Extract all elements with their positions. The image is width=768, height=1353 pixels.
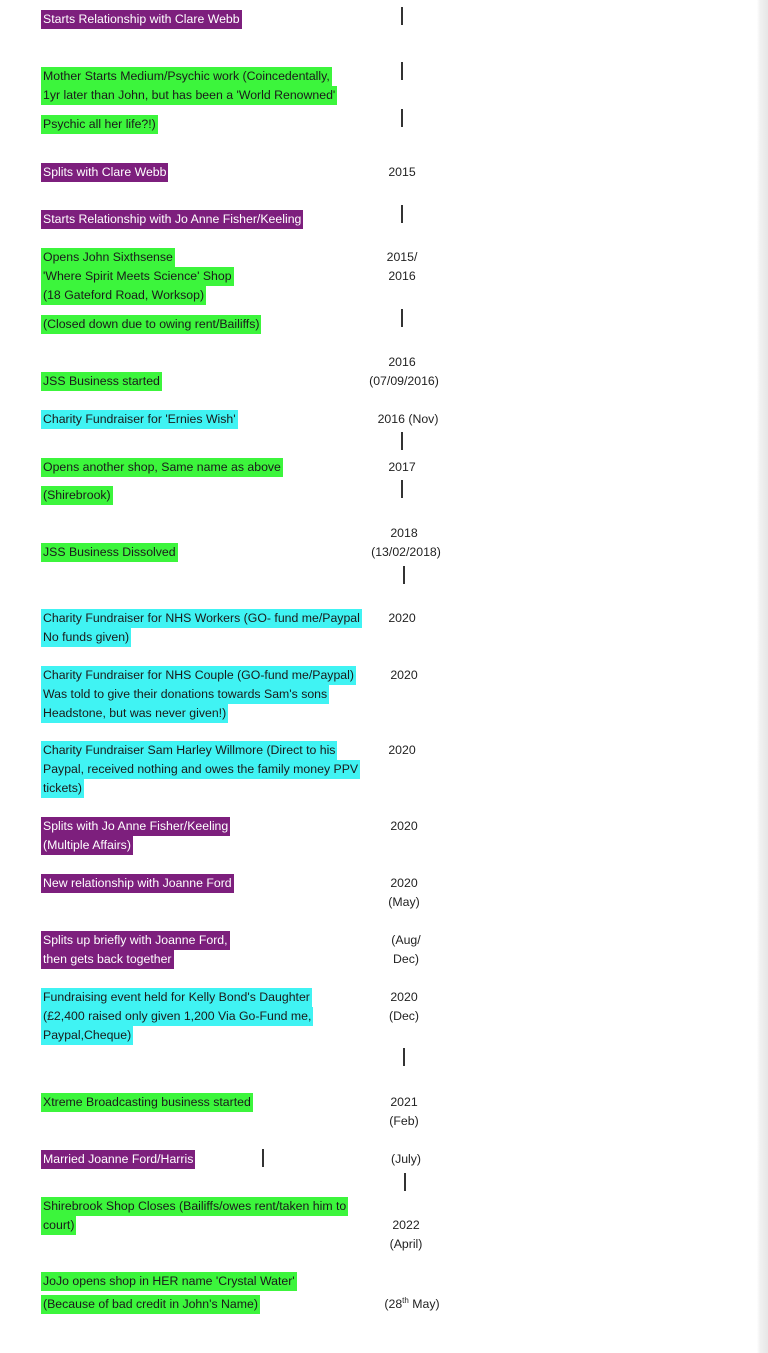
date-aug: (Aug/ [391,933,421,947]
date-2020: 2020 [390,990,418,1004]
entry-jojo-opens-shop-line-1: JoJo opens shop in HER name 'Crystal Water' [41,1272,297,1291]
entry-jss-business-dissolved: JSS Business Dissolved [41,543,178,562]
date-2016-nov: 2016 (Nov) [377,412,439,426]
entry-shirebrook-shop-closes-line-1: Shirebrook Shop Closes (Bailiffs/owes rent/taken him to [41,1197,348,1216]
timeline-tick [401,205,403,223]
entry-splits-jo-anne-line-1: Splits with Jo Anne Fisher/Keeling [41,817,230,836]
entry-starts-relationship-jo-anne: Starts Relationship with Jo Anne Fisher/Keeling [41,210,303,229]
date-dec: (Dec) [388,1009,420,1023]
entry-fundraising-kelly-bond-line-2: (£2,400 raised only given 1,200 Via Go-Fund me, [41,1007,313,1026]
entry-jojo-opens-shop-line-2: (Because of bad credit in John's Name) [41,1295,260,1314]
date-2015: 2015 [388,165,416,179]
entry-fundraising-kelly-bond-line-3: Paypal,Cheque) [41,1026,133,1045]
timeline-tick [401,309,403,327]
entry-splits-joanne-ford-line-1: Splits up briefly with Joanne Ford, [41,931,230,950]
date-may: (May) [388,895,420,909]
timeline-tick [401,480,403,498]
date-2016: 2016 [388,269,416,283]
entry-opens-sixthsense-line-1: Opens John Sixthsense [41,248,175,267]
entry-opens-sixthsense-line-2: 'Where Spirit Meets Science' Shop [41,267,234,286]
date-28th-main: (28 [384,1297,403,1311]
entry-opens-sixthsense-line-4: (Closed down due to owing rent/Bailiffs) [41,315,261,334]
date-07-09-2016: (07/09/2016) [369,374,439,388]
entry-charity-nhs-couple-line-3: Headstone, but was never given!) [41,704,228,723]
timeline-tick [401,432,403,450]
entry-xtreme-broadcasting: Xtreme Broadcasting business started [41,1093,253,1112]
entry-starts-relationship-clare-webb: Starts Relationship with Clare Webb [41,10,242,29]
date-2022: 2022 [392,1218,420,1232]
date-2020: 2020 [388,611,416,625]
date-2015-slash: 2015/ [386,250,418,264]
date-2021: 2021 [390,1095,418,1109]
date-2020: 2020 [390,819,418,833]
entry-married-joanne-ford: Married Joanne Ford/Harris [41,1150,195,1169]
timeline-tick [401,109,403,127]
entry-opens-another-shop: Opens another shop, Same name as above [41,458,283,477]
timeline-tick [403,1048,405,1066]
entry-shirebrook: (Shirebrook) [41,486,113,505]
date-april: (April) [389,1237,423,1251]
entry-mother-psychic-line-3: Psychic all her life?!) [41,115,158,134]
entry-charity-ernies-wish: Charity Fundraiser for 'Ernies Wish' [41,410,238,429]
entry-fundraising-kelly-bond-line-1: Fundraising event held for Kelly Bond's Daughter [41,988,312,1007]
entry-charity-nhs-couple-line-1: Charity Fundraiser for NHS Couple (GO-fund me/Paypal) [41,666,356,685]
entry-mother-psychic-line-1: Mother Starts Medium/Psychic work (Coincedentally, [41,67,332,86]
timeline-tick [403,566,405,584]
date-28th-tail: May) [408,1297,440,1311]
date-2016: 2016 [388,355,416,369]
date-july: (July) [390,1152,422,1166]
timeline-tick [262,1149,264,1167]
date-2020: 2020 [390,668,418,682]
entry-charity-nhs-workers-line-2: No funds given) [41,628,131,647]
entry-shirebrook-shop-closes-line-2: court) [41,1216,76,1235]
timeline-tick [404,1173,406,1191]
entry-mother-psychic-line-2: 1yr later than John, but has been a 'World Renowned' [41,86,337,105]
timeline-tick [401,62,403,80]
entry-opens-sixthsense-line-3: (18 Gateford Road, Worksop) [41,286,206,305]
date-28th-may [374,1295,450,1314]
date-2018: 2018 [390,526,418,540]
entry-charity-nhs-workers-line-1: Charity Fundraiser for NHS Workers (GO- fund me/Paypal [41,609,362,628]
date-dec: Dec) [393,952,419,966]
entry-charity-nhs-couple-line-2: Was told to give their donations towards Sam's sons [41,685,329,704]
date-28th-sup: th [402,1295,409,1305]
date-13-02-2018: (13/02/2018) [371,545,441,559]
date-2017: 2017 [388,460,416,474]
entry-charity-sam-willmore-line-3: tickets) [41,779,84,798]
date-2020: 2020 [388,743,416,757]
entry-splits-joanne-ford-line-2: then gets back together [41,950,174,969]
entry-charity-sam-willmore-line-2: Paypal, received nothing and owes the family money PPV [41,760,360,779]
date-feb: (Feb) [389,1114,419,1128]
entry-splits-jo-anne-line-2: (Multiple Affairs) [41,836,133,855]
entry-jss-business-started: JSS Business started [41,372,162,391]
date-2020: 2020 [390,876,418,890]
entry-new-relationship-joanne-ford: New relationship with Joanne Ford [41,874,234,893]
entry-splits-clare-webb: Splits with Clare Webb [41,163,168,182]
entry-charity-sam-willmore-line-1: Charity Fundraiser Sam Harley Willmore (Direct to his [41,741,337,760]
timeline-tick [401,7,403,25]
